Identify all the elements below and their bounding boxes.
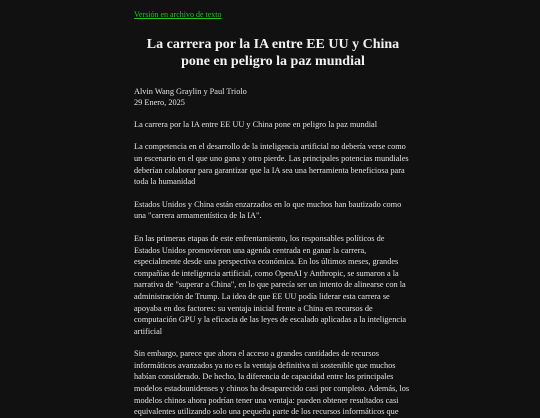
- article-paragraph-3: Estados Unidos y China están enzarzados en lo que muchos han bautizado como una "carrera armamentística de la IA".: [134, 199, 402, 221]
- byline: [134, 86, 412, 109]
- article-paragraph-2: La competencia en el desarrollo de la inteligencia artificial no debería verse como un escenario en el que uno gana y otro pierde. Las principales potencias mundiales deberían colaborar para garantizar que la IA sea una herramienta beneficiosa para toda la humanidad: [134, 142, 409, 187]
- article-paragraph-4: En las primeras etapas de este enfrentamiento, los responsables políticos de Estados Unidos promovieron una agenda centrada en ganar la carrera, especialmente desde una perspectiva económica. En los últimos meses, grandes compañías de inteligencia artificial, como OpenAI y Anthropic, se sumaron a la narrativa de "superar a China", en lo que parecía ser un intento de alinearse con la administración de Trump. La idea de que EE UU podía liderar esta carrera se apoyaba en dos factores: su ventaja inicial frente a China en recursos de computación GPU y la eficacia de las leyes de escalado aplicadas a la inteligencia artificial: [134, 233, 407, 336]
- article-paragraph-1: La carrera por la IA entre EE UU y China pone en peligro la paz mundial: [134, 119, 378, 129]
- article-authors: Alvin Wang Graylin y Paul Triolo: [134, 86, 247, 96]
- article-paragraph-5: Sin embargo, parece que ahora el acceso a grandes cantidades de recursos informáticos avanzados ya no es la ventaja definitiva ni sostenible que muchos habían considerado. De hecho, la diferencia de capacidad entre los principales modelos estadounidenses y chinos ha desaparecido casi por completo. Además, los modelos chinos ahora podrían tener una ventaja: pueden obtener resultados casi equivalentes utilizando solo una pequeña parte de los recursos informáticos que: [134, 349, 410, 417]
- article-title: La carrera por la IA entre EE UU y China pone en peligro la paz mundial: [146, 36, 400, 70]
- article-date: 29 Enero, 2025: [134, 98, 185, 108]
- article-container: [134, 9, 412, 418]
- text-version-link[interactable]: Versión en archivo de texto: [134, 10, 222, 19]
